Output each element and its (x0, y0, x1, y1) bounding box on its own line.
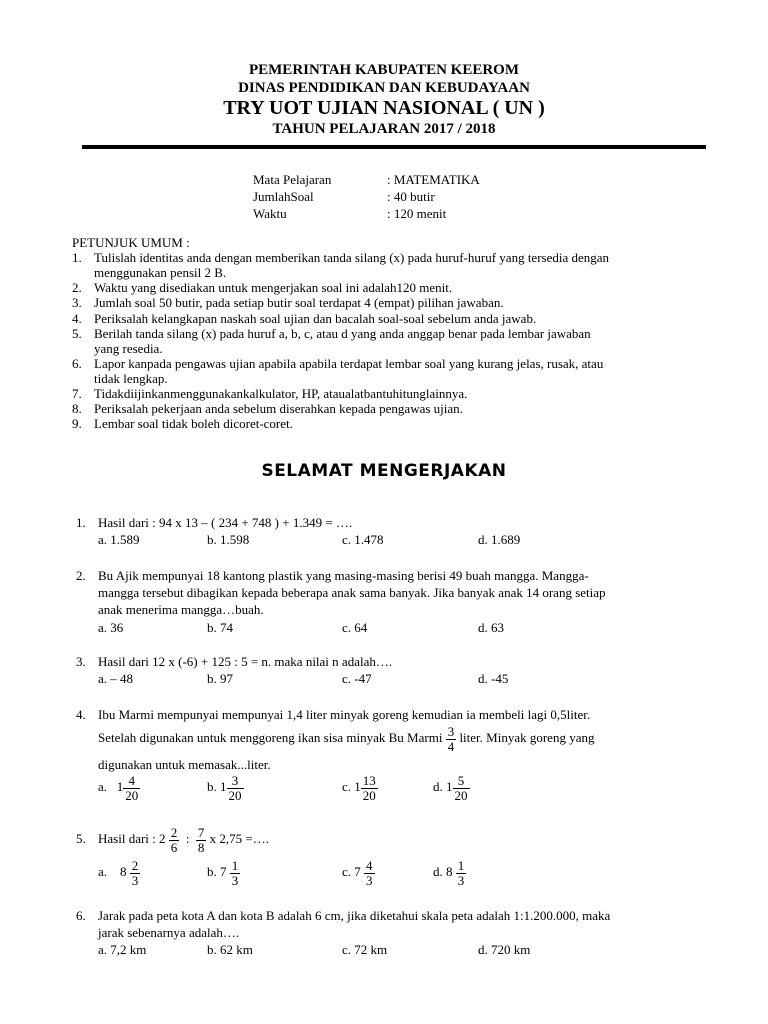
instruction-number: 3. (72, 295, 82, 310)
option-c: c. 1 $\frac{13}{20}$ (342, 772, 376, 803)
fraction: $\frac{3}{4}$ (447, 723, 455, 754)
question-text: Hasil dari : 94 x 13 – ( 234 + 748 ) + 1.349 = …. (98, 515, 353, 530)
header-title: TRY UOT UJIAN NASIONAL ( UN ) (223, 97, 545, 119)
question-text: liter. Minyak goreng yang (459, 730, 595, 745)
question-number: 2. (76, 568, 86, 583)
header-year: TAHUN PELAJARAN 2017 / 2018 (272, 121, 496, 137)
option-c: c. 72 km (342, 942, 388, 957)
option-d: d. 8 $\frac{1}{3}$ (433, 857, 465, 888)
instruction-text: Lembar soal tidak boleh dicoret-coret. (94, 416, 293, 431)
option-d: d. 720 km (478, 942, 531, 957)
greeting-title: SELAMAT MENGERJAKAN (261, 461, 507, 481)
option-a: a. – 48 (98, 671, 134, 686)
instruction-text: Berilah tanda silang (x) pada huruf a, b, c, atau d yang anda anggap benar pada lembar jawaban (94, 326, 591, 341)
option-b: b. 97 (207, 671, 233, 686)
instruction-number: 5. (72, 326, 82, 341)
option-c: c. 64 (342, 620, 368, 635)
fraction: $\frac{2}{6}$ (170, 824, 178, 855)
instruction-text: Jumlah soal 50 butir, pada setiap butir soal terdapat 4 (empat) pilihan jawaban. (94, 295, 504, 310)
instruction-number: 9. (72, 416, 82, 431)
question-text-with-fraction: Hasil dari : 2 $\frac{2}{6}$ : $\frac{7}{8}$ x 2,75 =…. (98, 824, 269, 855)
header-divider (82, 145, 706, 149)
instruction-text: Periksalah kelangkapan naskah soal ujian dan bacalah soal-soal sebelum anda jawab. (94, 311, 537, 326)
instruction-text: Waktu yang disediakan untuk mengerjakan soal ini adalah120 menit. (94, 280, 453, 295)
question-text: Hasil dari 12 x (-6) + 125 : 5 = n. maka nilai n adalah…. (98, 654, 393, 669)
instruction-text: tidak lengkap. (94, 371, 168, 386)
instructions-heading: PETUNJUK UMUM : (72, 235, 190, 250)
question-text: Ibu Marmi mempunyai mempunyai 1,4 liter minyak goreng kemudian ia membeli lagi 0,5liter. (98, 707, 591, 722)
option-d: d. 1.689 (478, 532, 521, 547)
option-d: d. 1 $\frac{5}{20}$ (433, 772, 468, 803)
option-b: b. 1 $\frac{3}{20}$ (207, 772, 242, 803)
instruction-number: 6. (72, 356, 82, 371)
fraction: $\frac{7}{8}$ (197, 824, 205, 855)
option-b: b. 7 $\frac{1}{3}$ (207, 857, 239, 888)
option-a: a. 7,2 km (98, 942, 147, 957)
instruction-number: 8. (72, 401, 82, 416)
question-text: Setelah digunakan untuk menggoreng ikan sisa minyak Bu Marmi (98, 730, 443, 745)
option-c: c. 1.478 (342, 532, 384, 547)
info-value: : 120 menit (387, 206, 447, 221)
option-b: b. 74 (207, 620, 233, 635)
instruction-number: 4. (72, 311, 82, 326)
question-text-with-fraction (98, 724, 594, 754)
instruction-number: 7. (72, 386, 82, 401)
question-text: digunakan untuk memasak...liter. (98, 757, 271, 772)
option-b: b. 62 km (207, 942, 253, 957)
question-text: Bu Ajik mempunyai 18 kantong plastik yang masing-masing berisi 49 buah mangga. Mangga- (98, 568, 589, 583)
question-number: 6. (76, 908, 86, 923)
question-number: 5. (76, 831, 86, 846)
instruction-number: 1. (72, 250, 82, 265)
question-text: jarak sebenarnya adalah…. (98, 925, 240, 940)
question-number: 3. (76, 654, 86, 669)
instruction-number: 2. (72, 280, 82, 295)
question-number: 4. (76, 707, 86, 722)
question-text: Jarak pada peta kota A dan kota B adalah 6 cm, jika diketahui skala peta adalah 1:1.200.000, maka (98, 908, 611, 923)
question-text: mangga tersebut dibagikan kepada beberapa anak sama banyak. Jika banyak anak 14 orang setiap (98, 585, 606, 600)
question-text: anak menerima mangga…buah. (98, 602, 264, 617)
header-line-2: DINAS PENDIDIKAN DAN KEBUDAYAAN (238, 80, 530, 96)
option-d: d. 63 (478, 620, 504, 635)
question-number: 1. (76, 515, 86, 530)
instruction-text: Tulislah identitas anda dengan memberikan tanda silang (x) pada huruf-huruf yang tersedia dengan (94, 250, 610, 265)
info-label: Mata Pelajaran (253, 172, 332, 187)
option-a: a. 1.589 (98, 532, 140, 547)
header-line-1: PEMERINTAH KABUPATEN KEEROM (248, 62, 519, 78)
instruction-text: menggunakan pensil 2 B. (94, 265, 227, 280)
info-value: : 40 butir (387, 189, 435, 204)
option-a: a. 36 (98, 620, 124, 635)
instruction-text: yang resedia. (94, 341, 163, 356)
info-label: JumlahSoal (253, 189, 314, 204)
info-value: : MATEMATIKA (387, 172, 480, 187)
option-a: a. 8 $\frac{2}{3}$ (98, 857, 139, 888)
option-c: c. -47 (342, 671, 372, 686)
info-label: Waktu (253, 206, 287, 221)
option-a: a. 1 $\frac{4}{20}$ (98, 772, 139, 803)
instruction-text: Tidakdiijinkanmenggunakankalkulator, HP, ataualatbantuhitunglainnya. (94, 386, 468, 401)
instruction-text: Periksalah pekerjaan anda sebelum diserahkan kepada pengawas ujian. (94, 401, 463, 416)
option-d: d. -45 (478, 671, 509, 686)
option-b: b. 1.598 (207, 532, 250, 547)
option-c: c. 7 $\frac{4}{3}$ (342, 857, 373, 888)
instruction-text: Lapor kanpada pengawas ujian apabila apabila terdapat lembar soal yang kurang jelas, rusak, atau (94, 356, 604, 371)
